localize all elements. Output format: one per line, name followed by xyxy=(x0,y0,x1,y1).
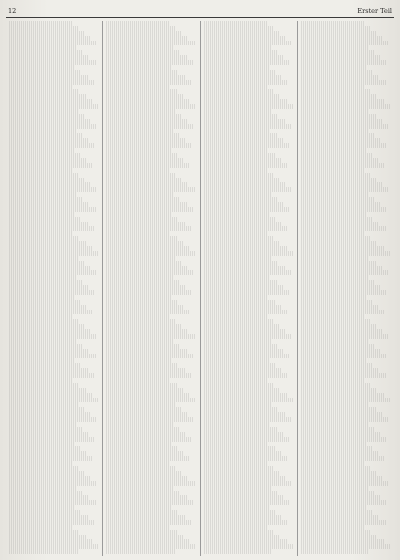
page-header xyxy=(6,7,394,18)
directory-columns xyxy=(6,21,394,556)
directory-column xyxy=(103,21,200,556)
untranscribed-print-line xyxy=(106,549,175,554)
untranscribed-print-line xyxy=(9,549,78,554)
untranscribed-print-line xyxy=(204,549,273,554)
page-number: 12 xyxy=(8,7,17,15)
directory-column xyxy=(201,21,298,556)
directory-column xyxy=(298,21,394,556)
page-part-label: Erster Teil xyxy=(357,7,392,15)
untranscribed-print-line xyxy=(301,549,370,554)
directory-column xyxy=(6,21,103,556)
